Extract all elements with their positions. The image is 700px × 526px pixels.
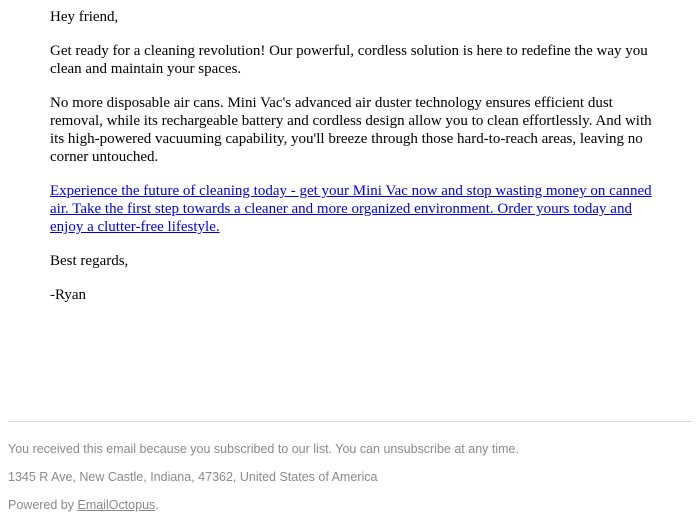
email-footer xyxy=(8,440,692,524)
subscription-notice: You received this email because you subscribed to our list. You can unsubscribe at any time. xyxy=(8,442,519,456)
email-body xyxy=(50,8,660,320)
footer-divider xyxy=(8,421,692,422)
signature-text: -Ryan xyxy=(50,287,87,303)
intro-paragraph: Get ready for a cleaning revolution! Our powerful, cordless solution is here to redefine the way you clean and maintain your spaces. xyxy=(50,43,648,77)
emailoctopus-link[interactable]: EmailOctopus xyxy=(77,498,156,512)
powered-by-period: . xyxy=(155,498,159,512)
footer-address: 1345 R Ave, New Castle, Indiana, 47362, United States of America xyxy=(8,470,378,484)
cta-paragraph xyxy=(50,182,660,236)
cta-link[interactable]: Experience the future of cleaning today - get your Mini Vac now and stop wasting money on canned air. Take the first step towards a cleaner and more organized environment. Order yours today and enjoy a clutter-free lifestyle. xyxy=(50,183,652,235)
powered-by-label: Powered by xyxy=(8,498,78,512)
powered-by-line xyxy=(8,496,692,524)
greeting-text: Hey friend, xyxy=(50,9,119,25)
body-paragraph: No more disposable air cans. Mini Vac's advanced air duster technology ensures efficient dust removal, while its rechargeable battery and cordless design allow you to clean effortlessly. And with its high-powered vacuuming capability, you'll breeze through those hard-to-reach areas, leaving no corner untouched. xyxy=(50,95,652,165)
closing-text: Best regards, xyxy=(50,253,129,269)
